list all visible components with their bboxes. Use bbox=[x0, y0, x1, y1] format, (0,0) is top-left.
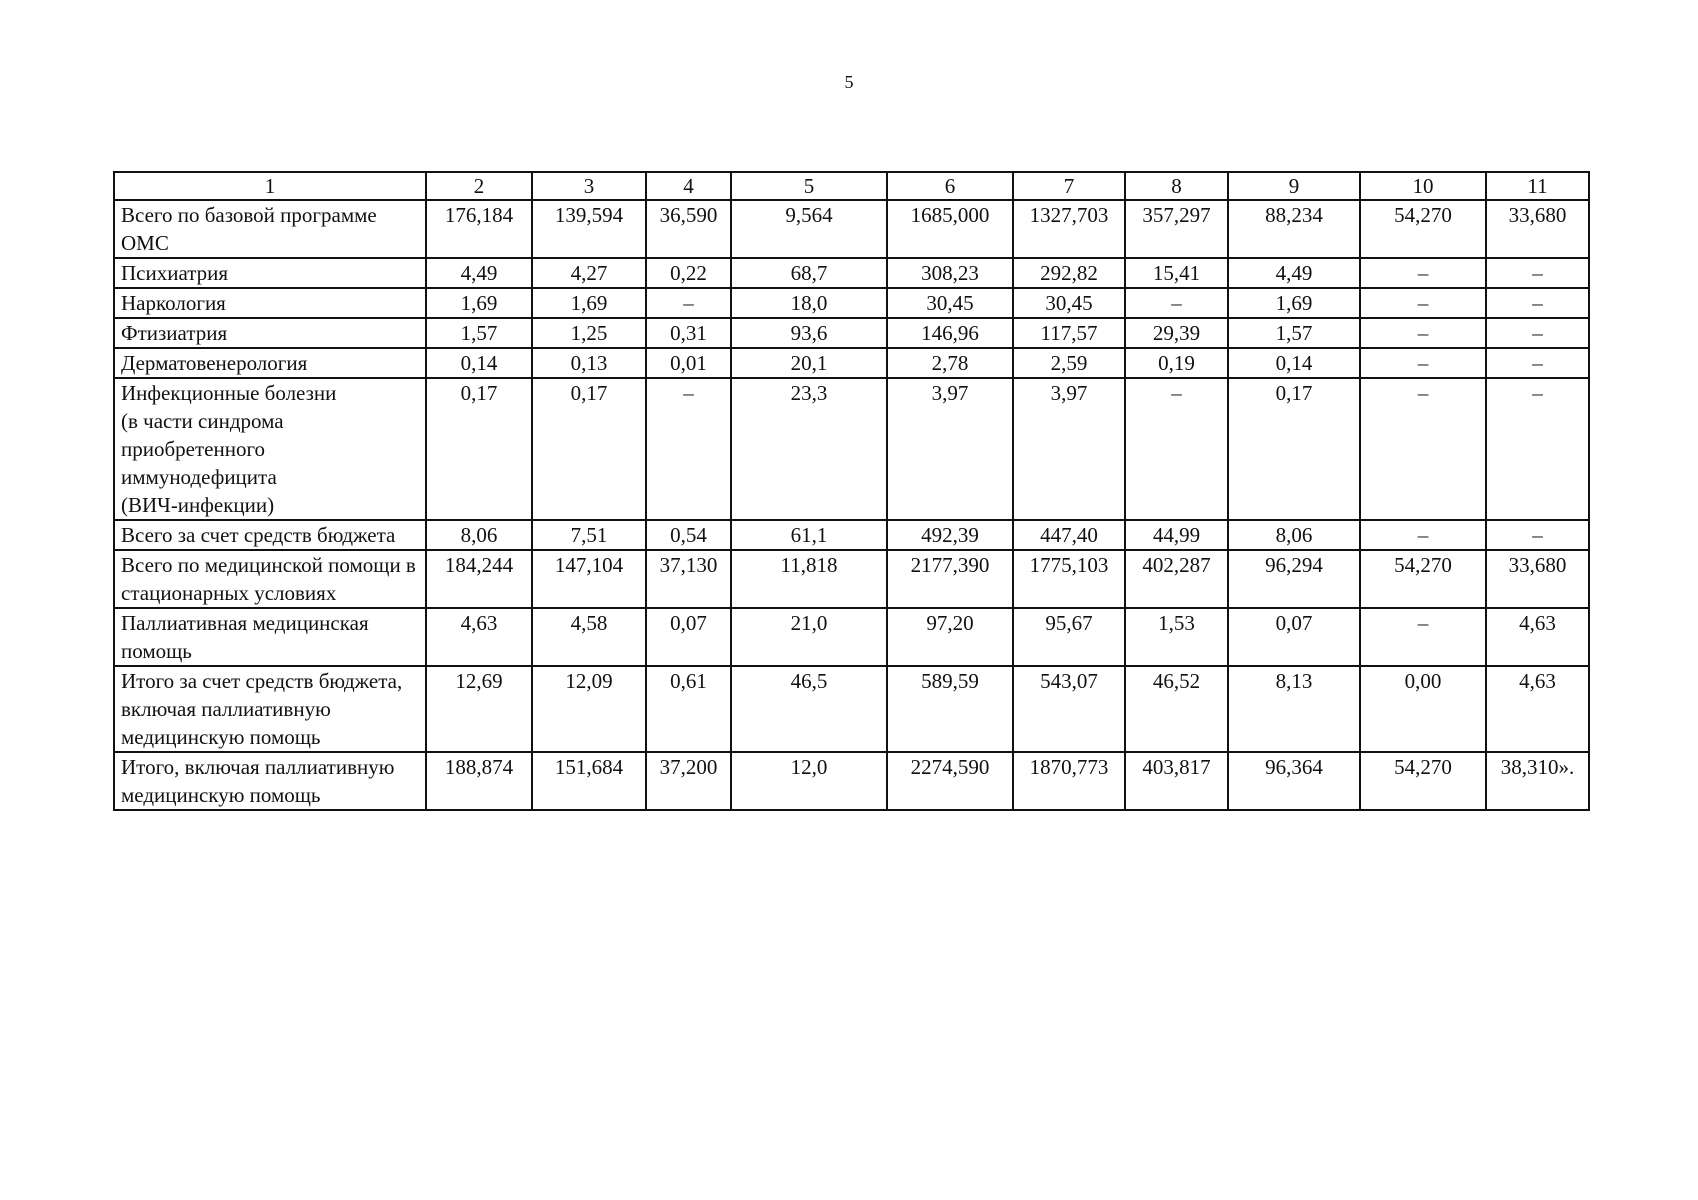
table-cell: 188,874 bbox=[426, 752, 532, 810]
table-cell: 8,06 bbox=[426, 520, 532, 550]
table-cell: 8,13 bbox=[1228, 666, 1360, 752]
column-header: 2 bbox=[426, 172, 532, 200]
table-row bbox=[114, 666, 1589, 752]
table-cell: – bbox=[1360, 318, 1486, 348]
table-cell: 147,104 bbox=[532, 550, 646, 608]
table-cell: 0,13 bbox=[532, 348, 646, 378]
table-cell: 0,22 bbox=[646, 258, 731, 288]
table-cell: – bbox=[1125, 288, 1228, 318]
table-cell: 96,364 bbox=[1228, 752, 1360, 810]
row-label: Итого, включая паллиативную медицинскую помощь bbox=[114, 752, 426, 810]
table-cell: – bbox=[1486, 378, 1589, 520]
table-cell: 1,57 bbox=[1228, 318, 1360, 348]
table-cell: – bbox=[1360, 378, 1486, 520]
table-cell: 0,00 bbox=[1360, 666, 1486, 752]
table-cell: 7,51 bbox=[532, 520, 646, 550]
table-cell: 54,270 bbox=[1360, 752, 1486, 810]
table-row bbox=[114, 550, 1589, 608]
table-cell: 11,818 bbox=[731, 550, 887, 608]
table-cell: 0,17 bbox=[532, 378, 646, 520]
row-label: Фтизиатрия bbox=[114, 318, 426, 348]
table-cell: 97,20 bbox=[887, 608, 1013, 666]
table-cell: 44,99 bbox=[1125, 520, 1228, 550]
table-cell: 1775,103 bbox=[1013, 550, 1125, 608]
table-cell: 308,23 bbox=[887, 258, 1013, 288]
table-cell: 0,14 bbox=[1228, 348, 1360, 378]
table-cell: 46,5 bbox=[731, 666, 887, 752]
table-cell: 20,1 bbox=[731, 348, 887, 378]
row-label: Психиатрия bbox=[114, 258, 426, 288]
table-cell: 61,1 bbox=[731, 520, 887, 550]
table-cell: 37,130 bbox=[646, 550, 731, 608]
table-cell: 402,287 bbox=[1125, 550, 1228, 608]
table-cell: 0,19 bbox=[1125, 348, 1228, 378]
table-cell: 1327,703 bbox=[1013, 200, 1125, 258]
table-row bbox=[114, 520, 1589, 550]
table-row bbox=[114, 258, 1589, 288]
table-cell: 184,244 bbox=[426, 550, 532, 608]
header-row bbox=[114, 172, 1589, 200]
table-cell: 8,06 bbox=[1228, 520, 1360, 550]
row-label: Всего за счет средств бюджета bbox=[114, 520, 426, 550]
table-cell: 54,270 bbox=[1360, 200, 1486, 258]
table-cell: – bbox=[1486, 258, 1589, 288]
table-cell: 18,0 bbox=[731, 288, 887, 318]
table-cell: 2,59 bbox=[1013, 348, 1125, 378]
table-cell: – bbox=[646, 378, 731, 520]
table-cell: 21,0 bbox=[731, 608, 887, 666]
table-cell: – bbox=[1486, 348, 1589, 378]
table-cell: 15,41 bbox=[1125, 258, 1228, 288]
table-cell: 492,39 bbox=[887, 520, 1013, 550]
column-header: 9 bbox=[1228, 172, 1360, 200]
table-cell: 1,25 bbox=[532, 318, 646, 348]
table-cell: 93,6 bbox=[731, 318, 887, 348]
table-cell: 46,52 bbox=[1125, 666, 1228, 752]
table-cell: 146,96 bbox=[887, 318, 1013, 348]
table-cell: – bbox=[1360, 348, 1486, 378]
column-header: 7 bbox=[1013, 172, 1125, 200]
table-cell: 4,49 bbox=[1228, 258, 1360, 288]
table-cell: 589,59 bbox=[887, 666, 1013, 752]
table-cell: – bbox=[1486, 318, 1589, 348]
table-cell: 0,01 bbox=[646, 348, 731, 378]
column-header: 11 bbox=[1486, 172, 1589, 200]
table-cell: 543,07 bbox=[1013, 666, 1125, 752]
table-cell: 3,97 bbox=[1013, 378, 1125, 520]
table-cell: – bbox=[1125, 378, 1228, 520]
table-cell: 0,17 bbox=[1228, 378, 1360, 520]
data-table bbox=[113, 171, 1590, 811]
table-row bbox=[114, 288, 1589, 318]
table-cell: – bbox=[1360, 608, 1486, 666]
table-cell: 0,07 bbox=[646, 608, 731, 666]
table-row bbox=[114, 348, 1589, 378]
table-cell: 0,07 bbox=[1228, 608, 1360, 666]
column-header: 6 bbox=[887, 172, 1013, 200]
table-cell: 1870,773 bbox=[1013, 752, 1125, 810]
table-cell: – bbox=[1360, 288, 1486, 318]
column-header: 4 bbox=[646, 172, 731, 200]
table-cell: 4,49 bbox=[426, 258, 532, 288]
table-cell: 12,0 bbox=[731, 752, 887, 810]
page-number: 5 bbox=[844, 72, 854, 92]
table-cell: 1,69 bbox=[532, 288, 646, 318]
table-cell: 38,310». bbox=[1486, 752, 1589, 810]
row-label: Всего по базовой программе ОМС bbox=[114, 200, 426, 258]
row-label: Паллиативная медицинская помощь bbox=[114, 608, 426, 666]
column-header: 1 bbox=[114, 172, 426, 200]
table-cell: 3,97 bbox=[887, 378, 1013, 520]
table-row bbox=[114, 608, 1589, 666]
table-cell: 4,63 bbox=[426, 608, 532, 666]
table-cell: 403,817 bbox=[1125, 752, 1228, 810]
row-label: Наркология bbox=[114, 288, 426, 318]
row-label: Дерматовенерология bbox=[114, 348, 426, 378]
table-cell: 1,57 bbox=[426, 318, 532, 348]
table-cell: 54,270 bbox=[1360, 550, 1486, 608]
table-cell: – bbox=[646, 288, 731, 318]
table-cell: 0,31 bbox=[646, 318, 731, 348]
table-cell: 0,54 bbox=[646, 520, 731, 550]
table-cell: 2274,590 bbox=[887, 752, 1013, 810]
table-cell: 36,590 bbox=[646, 200, 731, 258]
table-cell: 2,78 bbox=[887, 348, 1013, 378]
table-cell: – bbox=[1360, 258, 1486, 288]
table-cell: 23,3 bbox=[731, 378, 887, 520]
table-cell: 4,58 bbox=[532, 608, 646, 666]
table-cell: – bbox=[1486, 288, 1589, 318]
table-cell: 1,69 bbox=[426, 288, 532, 318]
row-label: Всего по медицинской помощи в стационарных условиях bbox=[114, 550, 426, 608]
table-cell: 37,200 bbox=[646, 752, 731, 810]
table-cell: 9,564 bbox=[731, 200, 887, 258]
table-cell: 0,17 bbox=[426, 378, 532, 520]
table-cell: 30,45 bbox=[1013, 288, 1125, 318]
table-cell: 33,680 bbox=[1486, 200, 1589, 258]
table-cell: 117,57 bbox=[1013, 318, 1125, 348]
table-cell: 357,297 bbox=[1125, 200, 1228, 258]
table-cell: 0,61 bbox=[646, 666, 731, 752]
table-cell: – bbox=[1486, 520, 1589, 550]
table-row bbox=[114, 200, 1589, 258]
row-label: Итого за счет средств бюджета, включая паллиативную медицинскую помощь bbox=[114, 666, 426, 752]
table-cell: 4,63 bbox=[1486, 666, 1589, 752]
column-header: 5 bbox=[731, 172, 887, 200]
table-cell: 95,67 bbox=[1013, 608, 1125, 666]
table-cell: 1,69 bbox=[1228, 288, 1360, 318]
table-cell: 4,27 bbox=[532, 258, 646, 288]
column-header: 3 bbox=[532, 172, 646, 200]
table-cell: 447,40 bbox=[1013, 520, 1125, 550]
table-cell: 12,09 bbox=[532, 666, 646, 752]
table-row bbox=[114, 752, 1589, 810]
table-cell: 139,594 bbox=[532, 200, 646, 258]
table-cell: 30,45 bbox=[887, 288, 1013, 318]
table-cell: 151,684 bbox=[532, 752, 646, 810]
column-header: 10 bbox=[1360, 172, 1486, 200]
table-cell: 33,680 bbox=[1486, 550, 1589, 608]
table-cell: 88,234 bbox=[1228, 200, 1360, 258]
table-cell: 4,63 bbox=[1486, 608, 1589, 666]
table-cell: 29,39 bbox=[1125, 318, 1228, 348]
table-cell: 1,53 bbox=[1125, 608, 1228, 666]
table-cell: – bbox=[1360, 520, 1486, 550]
table-cell: 12,69 bbox=[426, 666, 532, 752]
table-cell: 96,294 bbox=[1228, 550, 1360, 608]
table-cell: 1685,000 bbox=[887, 200, 1013, 258]
table-row bbox=[114, 378, 1589, 520]
table-cell: 176,184 bbox=[426, 200, 532, 258]
table-cell: 292,82 bbox=[1013, 258, 1125, 288]
table-cell: 2177,390 bbox=[887, 550, 1013, 608]
table-cell: 0,14 bbox=[426, 348, 532, 378]
column-header: 8 bbox=[1125, 172, 1228, 200]
table-row bbox=[114, 318, 1589, 348]
table-body bbox=[114, 200, 1589, 810]
row-label: Инфекционные болезни (в части синдрома приобретенного иммунодефицита (ВИЧ-инфекции) bbox=[114, 378, 426, 520]
table-cell: 68,7 bbox=[731, 258, 887, 288]
